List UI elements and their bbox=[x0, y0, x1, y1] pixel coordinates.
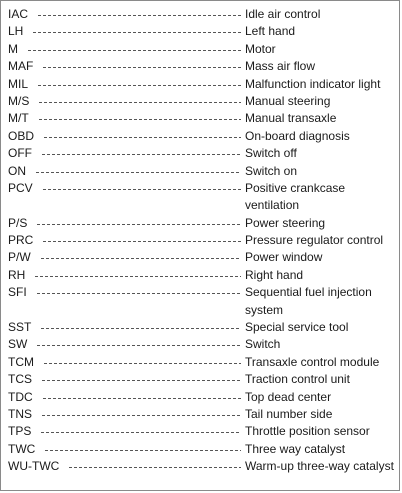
abbreviation-meaning: Switch on bbox=[245, 163, 298, 178]
abbreviation-meaning: Throttle position sensor bbox=[245, 424, 370, 439]
abbreviation-row bbox=[8, 354, 397, 371]
dotted-leader bbox=[44, 354, 241, 371]
dotted-leader bbox=[36, 163, 241, 180]
abbreviation-row bbox=[8, 23, 397, 40]
abbreviation-row bbox=[8, 145, 397, 162]
dotted-leader bbox=[43, 232, 241, 249]
dotted-leader bbox=[38, 76, 241, 93]
abbreviation-meaning: Transaxle control module bbox=[245, 354, 380, 369]
abbreviation-term: TNS bbox=[8, 407, 32, 422]
dotted-leader bbox=[33, 23, 241, 40]
dotted-leader bbox=[42, 406, 241, 423]
abbreviation-meaning: Traction control unit bbox=[245, 372, 350, 387]
abbreviation-row bbox=[8, 389, 397, 406]
abbreviation-meaning: Switch off bbox=[245, 146, 297, 161]
abbreviation-meaning: Mass air flow bbox=[245, 59, 316, 74]
abbreviation-term: TPS bbox=[8, 424, 32, 439]
abbreviation-row bbox=[8, 163, 397, 180]
dotted-leader bbox=[37, 215, 241, 232]
abbreviation-term: SW bbox=[8, 337, 28, 352]
abbreviation-meaning: Three way catalyst bbox=[245, 441, 346, 456]
abbreviation-term: M/S bbox=[8, 93, 30, 108]
abbreviation-row bbox=[8, 319, 397, 336]
abbreviation-term: M/T bbox=[8, 111, 29, 126]
abbreviation-meaning: Special service tool bbox=[245, 320, 349, 335]
abbreviation-meaning: Malfunction indicator light bbox=[245, 76, 381, 91]
abbreviation-term: WU-TWC bbox=[8, 459, 60, 474]
abbreviation-list bbox=[8, 6, 397, 493]
abbreviation-row bbox=[8, 41, 397, 58]
abbreviation-row bbox=[8, 423, 397, 440]
abbreviation-row bbox=[8, 215, 397, 232]
abbreviation-row bbox=[8, 284, 397, 319]
abbreviation-row bbox=[8, 406, 397, 423]
abbreviation-meaning: Manual steering bbox=[245, 93, 331, 108]
abbreviation-row bbox=[8, 110, 397, 127]
dotted-leader bbox=[28, 41, 241, 58]
dotted-leader bbox=[35, 267, 241, 284]
abbreviation-row bbox=[8, 76, 397, 93]
abbreviation-row bbox=[8, 441, 397, 458]
abbreviation-meaning: Tail number side bbox=[245, 407, 333, 422]
abbreviation-meaning: Motor bbox=[245, 41, 276, 56]
abbreviation-row bbox=[8, 458, 397, 493]
dotted-leader bbox=[37, 284, 241, 301]
dotted-leader bbox=[39, 110, 241, 127]
dotted-leader bbox=[41, 319, 241, 336]
abbreviation-row bbox=[8, 267, 397, 284]
dotted-leader bbox=[41, 423, 241, 440]
abbreviation-term: PRC bbox=[8, 233, 34, 248]
abbreviation-meaning: Pressure regulator control bbox=[245, 233, 384, 248]
dotted-leader bbox=[39, 93, 241, 110]
abbreviation-meaning: Left hand bbox=[245, 24, 296, 39]
abbreviation-term: P/W bbox=[8, 250, 31, 265]
abbreviation-row bbox=[8, 249, 397, 266]
abbreviation-term: M bbox=[8, 41, 18, 56]
abbreviation-row bbox=[8, 180, 397, 215]
abbreviation-term: LH bbox=[8, 24, 24, 39]
abbreviation-row bbox=[8, 371, 397, 388]
abbreviation-term: SST bbox=[8, 320, 32, 335]
dotted-leader bbox=[42, 371, 241, 388]
abbreviation-term: IAC bbox=[8, 7, 29, 21]
abbreviation-term: TCS bbox=[8, 372, 32, 387]
abbreviation-term: MAF bbox=[8, 59, 34, 74]
dotted-leader bbox=[43, 389, 241, 406]
abbreviation-meaning: Switch bbox=[245, 337, 281, 352]
abbreviation-row bbox=[8, 93, 397, 110]
abbreviation-term: OBD bbox=[8, 128, 35, 143]
dotted-leader bbox=[45, 441, 241, 458]
abbreviation-meaning: Right hand bbox=[245, 267, 304, 282]
abbreviation-row bbox=[8, 6, 397, 23]
dotted-leader bbox=[43, 180, 241, 197]
abbreviation-row bbox=[8, 232, 397, 249]
abbreviation-meaning: Manual transaxle bbox=[245, 111, 337, 126]
dotted-leader bbox=[37, 336, 241, 353]
abbreviation-row bbox=[8, 128, 397, 145]
abbreviation-meaning: Idle air control bbox=[245, 7, 321, 21]
abbreviation-meaning: Warm-up three-way catalyst bbox=[245, 459, 394, 474]
abbreviation-meaning: Sequential fuel injection system bbox=[245, 285, 372, 317]
dotted-leader bbox=[38, 6, 241, 23]
abbreviation-term: MIL bbox=[8, 76, 29, 91]
abbreviation-row bbox=[8, 336, 397, 353]
abbreviation-meaning: Power steering bbox=[245, 215, 326, 230]
abbreviation-row bbox=[8, 58, 397, 75]
dotted-leader bbox=[41, 249, 241, 266]
abbreviation-term: OFF bbox=[8, 146, 32, 161]
dotted-leader bbox=[44, 128, 241, 145]
dotted-leader bbox=[43, 58, 241, 75]
abbreviation-term: TDC bbox=[8, 389, 33, 404]
abbreviation-term: ON bbox=[8, 163, 26, 178]
abbreviation-meaning: On-board diagnosis bbox=[245, 128, 350, 143]
abbreviation-meaning: Power window bbox=[245, 250, 323, 265]
abbreviation-term: TCM bbox=[8, 354, 34, 369]
dotted-leader bbox=[42, 145, 241, 162]
abbreviation-term: RH bbox=[8, 267, 26, 282]
abbreviation-meaning: Positive crankcase ventilation bbox=[245, 180, 346, 213]
abbreviation-meaning: Top dead center bbox=[245, 389, 332, 404]
abbreviation-term: TWC bbox=[8, 441, 36, 456]
abbreviation-term: PCV bbox=[8, 180, 33, 195]
dotted-leader bbox=[69, 458, 241, 475]
abbreviation-term: P/S bbox=[8, 215, 28, 230]
abbreviation-term: SFI bbox=[8, 285, 27, 300]
